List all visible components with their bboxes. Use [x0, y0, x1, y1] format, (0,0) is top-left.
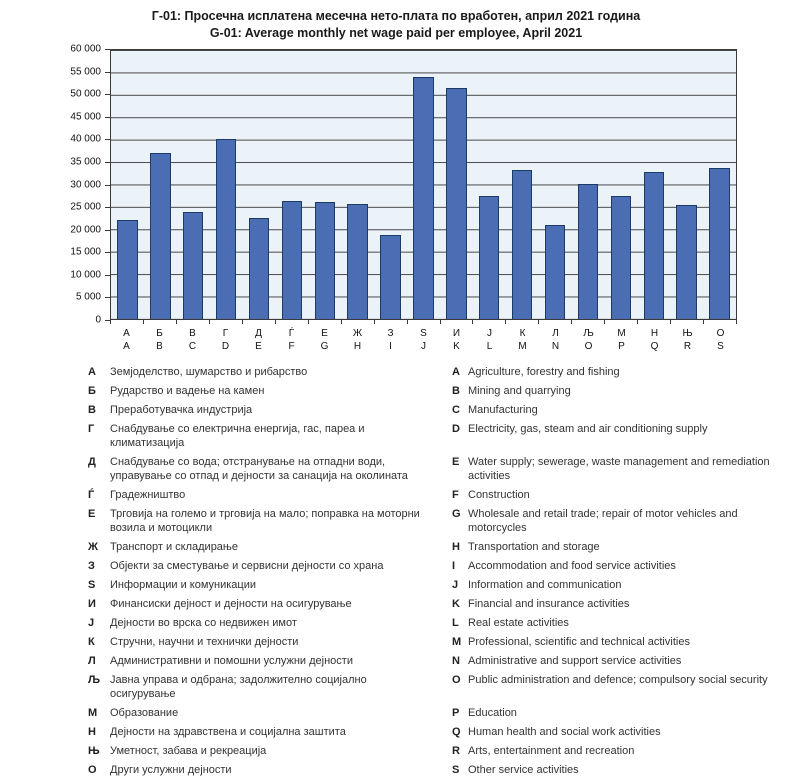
legend-letter-mk: Ѕ: [88, 579, 96, 591]
y-tick-label: 30 000: [70, 179, 101, 190]
legend-text-en: Manufacturing: [468, 404, 538, 416]
bar-slot: [571, 50, 604, 319]
x-tick-mark: [375, 320, 408, 324]
x-category-label: [242, 327, 275, 353]
x-tick-mark: [572, 320, 605, 324]
legend-text-en: Administrative and support service activities: [468, 655, 682, 667]
legend-text-mk: Финансиски дејност и дејности на осигурување: [110, 598, 352, 610]
legend-text-mk: Дејности на здравствена и социјална заштита: [110, 726, 346, 738]
x-category-label: [704, 327, 737, 353]
legend-letter-mk: Д: [88, 456, 96, 468]
bar-F: [282, 201, 302, 319]
x-label-mk: И: [452, 328, 461, 339]
x-tick-mark: [605, 320, 638, 324]
legend-text-en: Education: [468, 707, 517, 719]
x-label-en: D: [221, 341, 230, 352]
bar-slot: [177, 50, 210, 319]
legend-letter-en: S: [452, 764, 460, 776]
legend-text-mk: Информации и комуникации: [110, 579, 257, 591]
legend-letter-en: J: [452, 579, 459, 591]
x-tick-mark: [276, 320, 309, 324]
legend-letter-mk: И: [88, 598, 96, 610]
bar-slot: [243, 50, 276, 319]
legend-letter-en: N: [452, 655, 460, 667]
legend-letter-en: I: [452, 560, 456, 572]
x-category-label: [374, 327, 407, 353]
bar-O: [578, 184, 598, 319]
legend-letter-mk: Њ: [88, 745, 100, 757]
x-label-mk: О: [716, 328, 725, 339]
x-label-en: I: [389, 341, 392, 352]
plot-area: [110, 49, 737, 320]
plot-wrap: [110, 49, 737, 353]
x-category-label: [143, 327, 176, 353]
legend-text-mk: Трговија на големо и трговија на мало; поправка на моторни возила и мотоцикли: [110, 508, 420, 534]
x-category-label: [110, 327, 143, 353]
legend-column-spacer: [440, 654, 452, 655]
x-tick-mark: [539, 320, 572, 324]
bar-M: [512, 170, 532, 319]
bar-G: [315, 202, 335, 319]
legend-text-mk: Јавна управа и одбрана; задолжително социјално осигурување: [110, 674, 367, 700]
legend-letter-en: D: [452, 423, 460, 435]
bar-slot: [703, 50, 736, 319]
legend-text-en: Other service activities: [468, 764, 579, 776]
legend-letter-mk: Н: [88, 726, 96, 738]
y-tick-label: 45 000: [70, 111, 101, 123]
bar-slot: [144, 50, 177, 319]
legend-text-en: Real estate activities: [468, 617, 569, 629]
x-label-mk: Ѕ: [420, 328, 427, 339]
legend-letter-en: L: [452, 617, 459, 629]
x-category-label: [539, 327, 572, 353]
bar-R: [676, 205, 696, 319]
legend-text-en: Agriculture, forestry and fishing: [468, 366, 620, 378]
x-tick-mark: [704, 320, 737, 324]
bar-C: [183, 212, 203, 319]
x-label-en: G: [320, 341, 329, 352]
x-tick-mark: [210, 320, 243, 324]
x-label-en: F: [288, 341, 295, 352]
legend-column-spacer: [440, 725, 452, 726]
legend-letter-en: E: [452, 456, 460, 468]
bar-slot: [111, 50, 144, 319]
legend-letter-mk: Љ: [88, 674, 101, 686]
bar-D: [216, 139, 236, 319]
y-tick-label: 0: [95, 314, 101, 326]
x-label-mk: Д: [255, 328, 262, 339]
chart-title-mk: Г-01: Просечна исплатена месечна нето-плата по вработен, април 2021 година: [151, 9, 641, 23]
legend-letter-en: K: [452, 598, 460, 610]
legend-column-spacer: [440, 403, 452, 404]
legend-text-mk: Стручни, научни и технички дејности: [110, 636, 299, 648]
legend-letter-mk: Е: [88, 508, 96, 520]
legend-letter-en: P: [452, 707, 460, 719]
legend-column-spacer: [440, 365, 452, 366]
legend-text-en: Electricity, gas, steam and air conditioning supply: [468, 423, 708, 435]
legend-text-en: Human health and social work activities: [468, 726, 661, 738]
x-label-en: M: [518, 341, 527, 352]
x-label-mk: Љ: [583, 328, 594, 339]
bar-N: [545, 225, 565, 319]
x-tick-mark: [506, 320, 539, 324]
legend-letter-en: O: [452, 674, 461, 686]
x-label-mk: Ѓ: [288, 328, 295, 339]
bar-Q: [644, 172, 664, 320]
legend-column-spacer: [440, 597, 452, 598]
legend-column-spacer: [440, 455, 452, 456]
legend-letter-mk: Ж: [88, 541, 98, 553]
x-label-en: A: [123, 341, 130, 352]
x-label-en: C: [188, 341, 197, 352]
chart-title-en: G-01: Average monthly net wage paid per employee, April 2021: [209, 26, 583, 40]
x-label-en: S: [717, 341, 724, 352]
legend-text-en: Mining and quarrying: [468, 385, 571, 397]
legend-text-en: Arts, entertainment and recreation: [468, 745, 635, 757]
legend-letter-mk: З: [88, 560, 95, 572]
y-tick-label: 25 000: [70, 201, 101, 213]
legend-column-spacer: [440, 507, 452, 508]
legend-column-spacer: [440, 744, 452, 745]
legend-letter-en: B: [452, 385, 460, 397]
x-tick-mark: [408, 320, 441, 324]
y-tick-label: 20 000: [70, 224, 101, 236]
bar-slot: [374, 50, 407, 319]
bar-chart: [58, 43, 737, 353]
x-label-en: P: [618, 341, 625, 352]
legend-text-mk: Снабдување со вода; отстранување на отпадни води, управување со отпад и дејности за санација на околината: [110, 456, 408, 482]
legend-text-mk: Транспорт и складирање: [110, 541, 238, 553]
legend: [88, 365, 784, 777]
legend-column-spacer: [440, 616, 452, 617]
x-label-mk: Е: [321, 328, 328, 339]
legend-text-en: Public administration and defence; compulsory social security: [468, 674, 768, 686]
legend-text-mk: Снабдување со електрична енергија, гас, пареа и климатизација: [110, 423, 365, 449]
bar-slot: [506, 50, 539, 319]
legend-letter-mk: К: [88, 636, 95, 648]
x-tick-mark: [342, 320, 375, 324]
x-label-mk: В: [189, 328, 196, 339]
x-category-label: [440, 327, 473, 353]
legend-text-mk: Преработувачка индустрија: [110, 404, 253, 416]
y-tick-mark: [105, 320, 110, 321]
x-tick-mark: [111, 320, 144, 324]
x-label-mk: Л: [552, 328, 559, 339]
bar-S: [709, 168, 729, 319]
legend-text-mk: Други услужни дејности: [110, 764, 232, 776]
legend-text-mk: Образование: [110, 707, 179, 719]
x-label-mk: З: [387, 328, 394, 339]
legend-letter-en: R: [452, 745, 460, 757]
legend-text-mk: Дејности во врска со недвижен имот: [110, 617, 297, 629]
legend-text-en: Construction: [468, 489, 530, 501]
legend-text-mk: Земјоделство, шумарство и рибарство: [110, 366, 308, 378]
legend-column-spacer: [440, 763, 452, 764]
x-tick-mark: [177, 320, 210, 324]
x-category-label: [605, 327, 638, 353]
legend-letter-en: F: [452, 489, 459, 501]
x-label-en: K: [453, 341, 460, 352]
bar-slot: [670, 50, 703, 319]
legend-letter-mk: Б: [88, 385, 96, 397]
x-category-label: [638, 327, 671, 353]
legend-text-mk: Објекти за сместување и сервисни дејности со храна: [110, 560, 384, 572]
legend-text-en: Professional, scientific and technical activities: [468, 636, 690, 648]
legend-letter-en: C: [452, 404, 460, 416]
x-label-en: B: [156, 341, 163, 352]
bar-A: [117, 220, 137, 319]
legend-letter-en: M: [452, 636, 462, 648]
bar-slot: [210, 50, 243, 319]
legend-text-en: Accommodation and food service activities: [468, 560, 676, 572]
legend-letter-en: G: [452, 508, 461, 520]
bar-I: [380, 235, 400, 319]
legend-text-en: Transportation and storage: [468, 541, 600, 553]
legend-letter-mk: О: [88, 764, 97, 776]
legend-letter-mk: М: [88, 707, 98, 719]
x-label-mk: Њ: [682, 328, 693, 339]
x-axis-labels: [110, 324, 737, 353]
x-category-label: [671, 327, 704, 353]
legend-letter-mk: А: [88, 366, 96, 378]
x-label-mk: А: [123, 328, 130, 339]
bar-E: [249, 218, 269, 319]
chart-header: [0, 0, 792, 42]
legend-text-en: Information and communication: [468, 579, 622, 591]
legend-text-mk: Градежништво: [110, 489, 186, 501]
x-category-label: [308, 327, 341, 353]
y-tick-label: 5 000: [75, 291, 101, 303]
bar-K: [446, 88, 466, 319]
bar-slot: [539, 50, 572, 319]
legend-column-spacer: [440, 706, 452, 707]
x-label-mk: Ж: [352, 328, 363, 339]
bar-slot: [604, 50, 637, 319]
x-label-en: R: [683, 341, 692, 352]
x-tick-mark: [243, 320, 276, 324]
x-label-mk: Б: [156, 328, 163, 339]
legend-text-en: Water supply; sewerage, waste management and remediation activities: [468, 456, 770, 482]
legend-letter-mk: Г: [88, 423, 95, 435]
legend-column-spacer: [440, 540, 452, 541]
y-tick-label: 55 000: [70, 66, 101, 78]
x-category-label: [176, 327, 209, 353]
bar-slot: [308, 50, 341, 319]
x-label-en: L: [486, 341, 493, 352]
x-category-label: [572, 327, 605, 353]
y-tick-label: 40 000: [70, 133, 101, 145]
legend-letter-mk: Ј: [88, 617, 95, 629]
x-tick-mark: [309, 320, 342, 324]
bar-J: [413, 77, 433, 319]
x-category-label: [209, 327, 242, 353]
x-category-label: [473, 327, 506, 353]
legend-column-spacer: [440, 422, 452, 423]
x-category-label: [506, 327, 539, 353]
bar-slot: [440, 50, 473, 319]
x-tick-mark: [473, 320, 506, 324]
legend-text-mk: Уметност, забава и рекреација: [110, 745, 267, 757]
x-label-en: Q: [650, 341, 659, 352]
bar-slot: [473, 50, 506, 319]
x-category-label: [341, 327, 374, 353]
legend-letter-mk: Л: [88, 655, 96, 667]
legend-text-en: Financial and insurance activities: [468, 598, 630, 610]
y-axis: [58, 43, 110, 326]
legend-column-spacer: [440, 673, 452, 674]
legend-column-spacer: [440, 559, 452, 560]
legend-column-spacer: [440, 384, 452, 385]
y-tick-label: 60 000: [70, 43, 101, 55]
y-tick-label: 15 000: [70, 246, 101, 258]
x-label-mk: М: [617, 328, 626, 339]
bar-slot: [407, 50, 440, 319]
y-tick-label: 10 000: [70, 269, 101, 281]
x-category-label: [275, 327, 308, 353]
bar-P: [611, 196, 631, 319]
x-tick-mark: [671, 320, 704, 324]
x-label-mk: Н: [650, 328, 659, 339]
x-axis-ticks: [110, 320, 737, 324]
x-tick-mark: [638, 320, 671, 324]
bar-slot: [637, 50, 670, 319]
legend-letter-mk: В: [88, 404, 96, 416]
legend-text-mk: Административни и помошни услужни дејности: [110, 655, 353, 667]
legend-column-spacer: [440, 635, 452, 636]
x-label-en: H: [353, 341, 362, 352]
legend-text-en: Wholesale and retail trade; repair of motor vehicles and motorcycles: [468, 508, 738, 534]
bar-B: [150, 153, 170, 319]
bar-slot: [341, 50, 374, 319]
x-label-mk: Г: [222, 328, 229, 339]
y-tick-label: 50 000: [70, 88, 101, 100]
bar-slot: [275, 50, 308, 319]
x-label-en: E: [255, 341, 262, 352]
x-label-en: J: [421, 341, 426, 352]
legend-letter-en: A: [452, 366, 460, 378]
bar-H: [347, 204, 367, 319]
x-tick-mark: [441, 320, 474, 324]
legend-column-spacer: [440, 578, 452, 579]
legend-letter-en: H: [452, 541, 460, 553]
x-label-en: N: [551, 341, 560, 352]
legend-text-mk: Рударство и вадење на камен: [110, 385, 265, 397]
legend-letter-en: Q: [452, 726, 461, 738]
x-label-mk: К: [519, 328, 526, 339]
x-label-mk: Ј: [487, 328, 492, 339]
bar-L: [479, 196, 499, 319]
legend-column-spacer: [440, 488, 452, 489]
x-tick-mark: [144, 320, 177, 324]
x-category-label: [407, 327, 440, 353]
y-tick-label: 35 000: [70, 156, 101, 168]
x-label-en: O: [584, 341, 593, 352]
legend-letter-mk: Ѓ: [88, 489, 95, 501]
